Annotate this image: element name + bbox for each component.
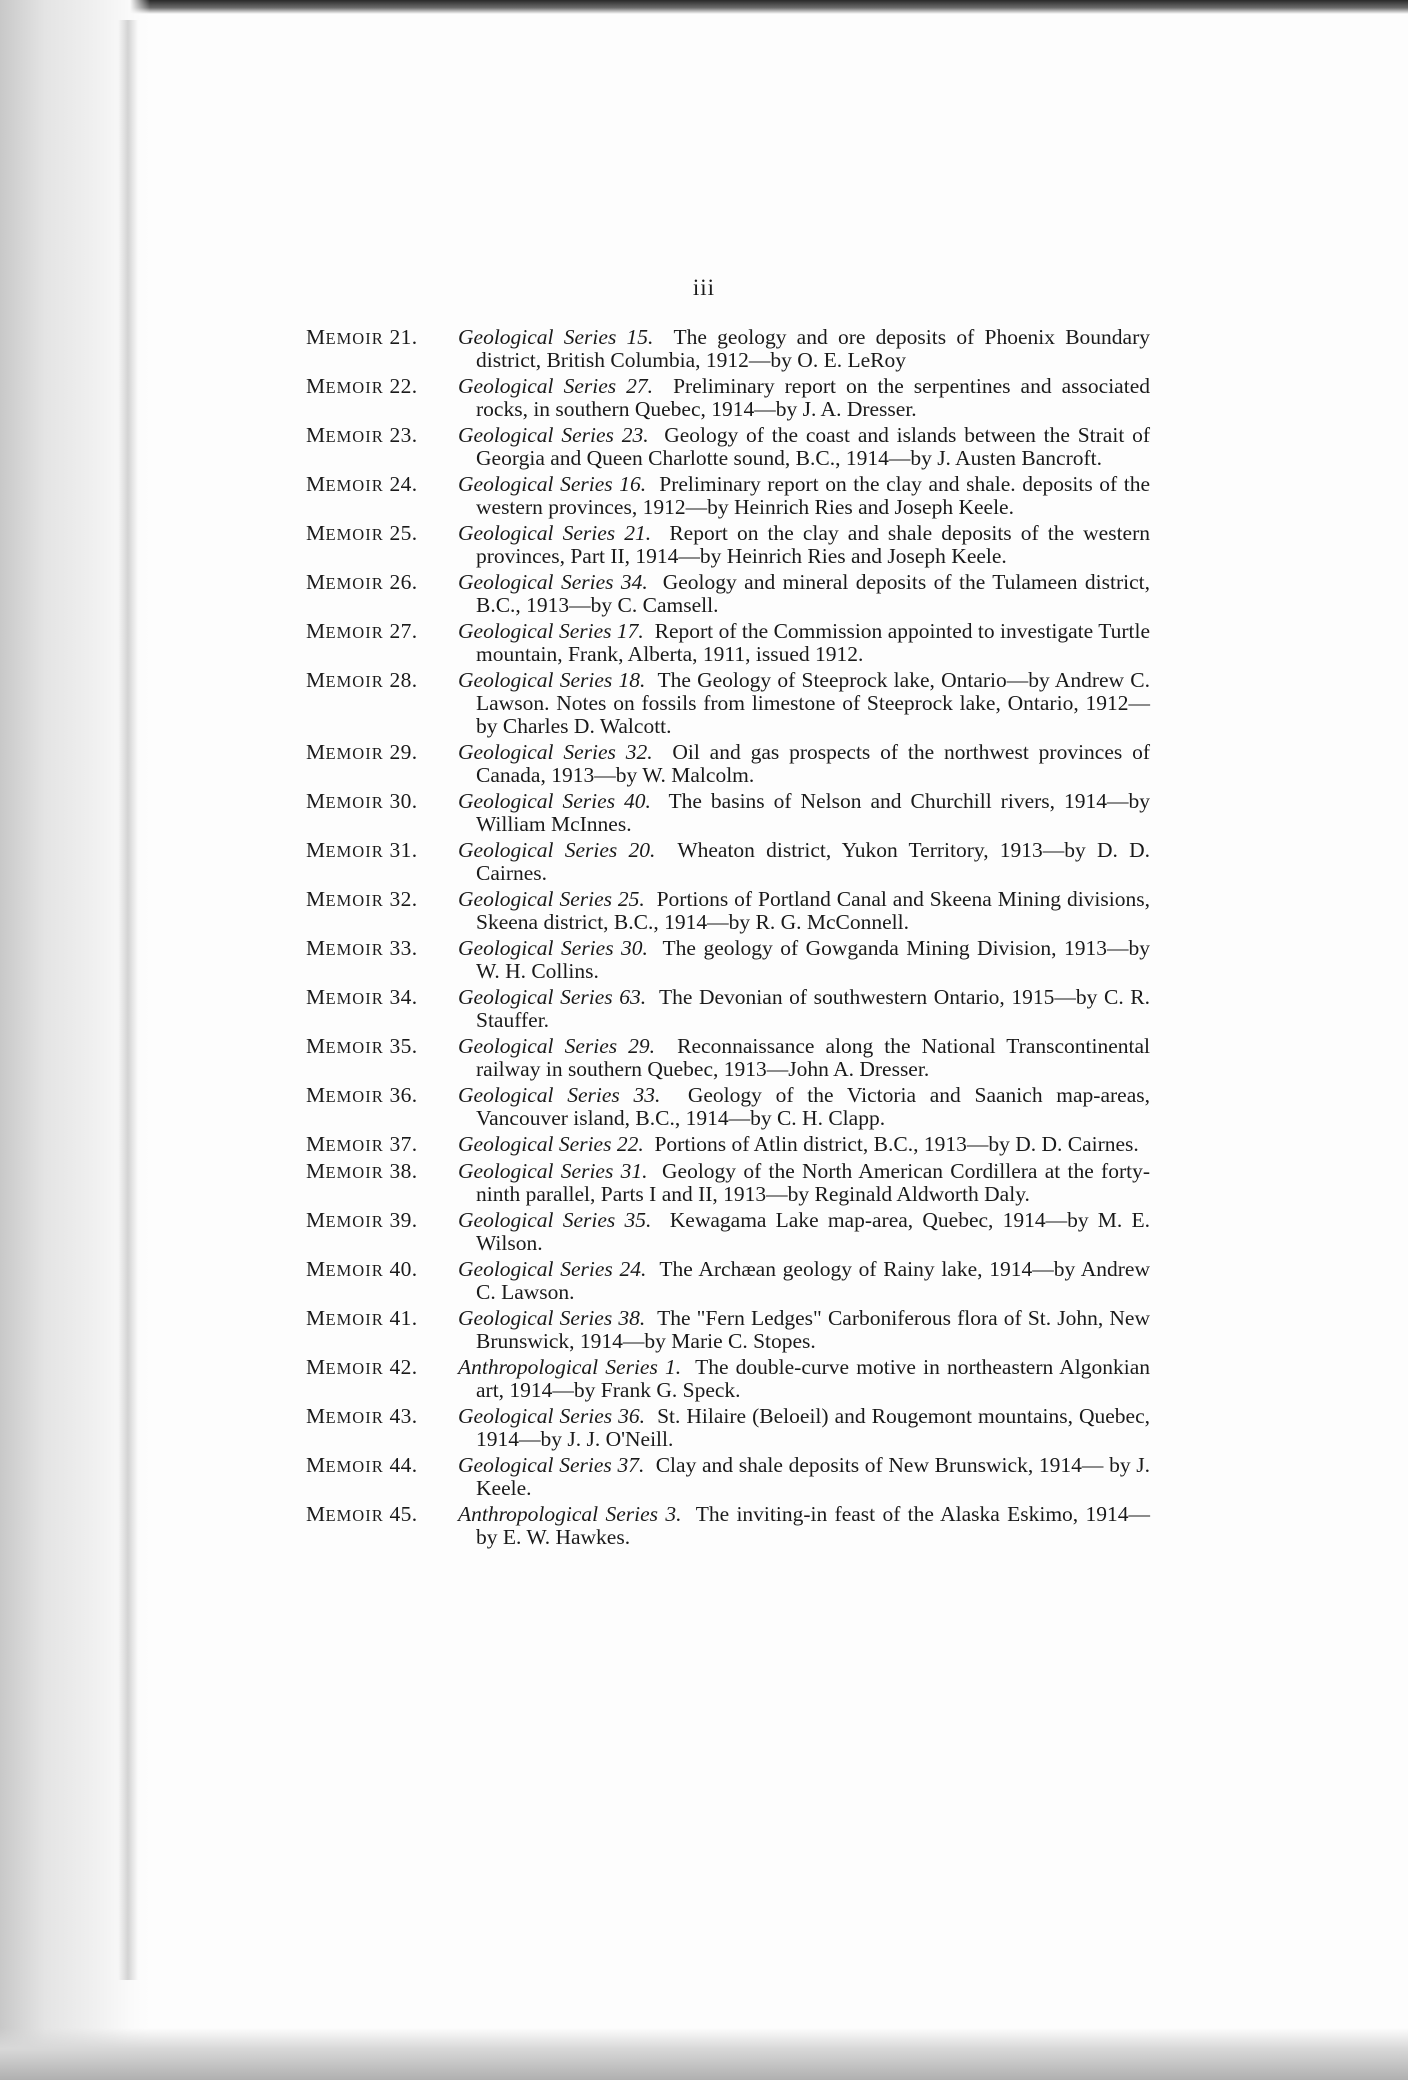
memoir-word: MEMOIR (306, 1159, 384, 1183)
memoir-description (458, 1255, 1150, 1304)
memoir-entry (306, 666, 1150, 738)
memoir-number: 35. (389, 1034, 418, 1058)
memoir-description (458, 885, 1150, 934)
memoir-number: 30. (389, 789, 418, 813)
memoir-entry (306, 1304, 1150, 1353)
memoir-title: The basins of Nelson and Churchill rivers, 1914—by William McInnes. (476, 789, 1150, 836)
memoir-number: 33. (389, 936, 418, 960)
memoir-label (306, 519, 458, 568)
memoir-entry (306, 1206, 1151, 1255)
memoir-title: Clay and shale deposits of New Brunswick, 1914— by J. Keele. (476, 1453, 1150, 1500)
series-reference: Geological Series 31. (458, 1159, 648, 1183)
memoir-word: MEMOIR (306, 1083, 384, 1107)
memoir-label (306, 617, 458, 666)
memoir-description (458, 738, 1150, 787)
memoir-entry (306, 1157, 1150, 1206)
memoir-word: MEMOIR (306, 472, 384, 496)
memoir-title: Oil and gas prospects of the northwest provinces of Canada, 1913—by W. Malcolm. (476, 740, 1151, 787)
memoir-title: The inviting-in feast of the Alaska Eskimo, 1914—by E. W. Hawkes. (476, 1502, 1150, 1549)
memoir-label (306, 1353, 458, 1402)
memoir-number: 23. (389, 423, 418, 447)
memoir-word: MEMOIR (306, 1132, 384, 1156)
memoir-entry (306, 787, 1150, 836)
memoir-label (306, 1206, 458, 1255)
memoir-word: MEMOIR (306, 668, 384, 692)
series-reference: Geological Series 18. (458, 668, 646, 692)
memoir-word: MEMOIR (306, 325, 384, 349)
memoir-title: Kewagama Lake map-area, Quebec, 1914—by M. E. Wilson. (476, 1208, 1151, 1255)
memoir-entry (306, 519, 1150, 568)
memoir-title: The Devonian of southwestern Ontario, 1915—by C. R. Stauffer. (476, 985, 1150, 1032)
memoir-description (458, 787, 1150, 836)
memoir-number: 36. (389, 1083, 418, 1107)
memoir-word: MEMOIR (306, 619, 384, 643)
memoir-number: 26. (389, 570, 418, 594)
memoir-label (306, 568, 458, 617)
memoir-entry (306, 323, 1150, 372)
memoir-label (306, 1304, 458, 1353)
memoir-title: Reconnaissance along the National Transcontinental railway in southern Quebec, 1913—John A. Dresser. (476, 1034, 1151, 1081)
memoir-entry (306, 470, 1150, 519)
memoir-description (458, 666, 1150, 738)
memoir-number: 24. (389, 472, 418, 496)
memoir-word: MEMOIR (306, 1502, 384, 1526)
memoir-title: St. Hilaire (Beloeil) and Rougemont mountains, Quebec, 1914—by J. J. O'Neill. (476, 1404, 1151, 1451)
top-edge-shadow (0, 0, 1408, 14)
memoir-entry (306, 1353, 1151, 1402)
memoir-title: Geology of the North American Cordillera at the forty-ninth parallel, Parts I and II, 1913—by Reginald Aldworth Daly. (476, 1159, 1150, 1206)
page-number: iii (692, 275, 716, 300)
memoir-word: MEMOIR (306, 423, 384, 447)
memoir-label (306, 983, 458, 1032)
memoir-title: Portions of Atlin district, B.C., 1913—by D. D. Cairnes. (654, 1132, 1139, 1156)
memoir-word: MEMOIR (306, 1453, 384, 1477)
series-reference: Geological Series 17. (458, 619, 644, 643)
memoir-number: 29. (389, 740, 418, 764)
memoir-label (306, 421, 458, 470)
series-reference: Geological Series 37. (458, 1453, 645, 1477)
memoir-word: MEMOIR (306, 740, 384, 764)
memoir-description (458, 1130, 1150, 1157)
memoir-description (458, 836, 1150, 885)
memoir-label (306, 1157, 458, 1206)
memoir-number: 40. (389, 1257, 418, 1281)
memoir-label (306, 470, 458, 519)
series-reference: Geological Series 34. (458, 570, 648, 594)
memoir-title: The geology of Gowganda Mining Division, 1913—by W. H. Collins. (476, 936, 1150, 983)
memoir-entry (306, 1032, 1151, 1081)
memoir-entry (306, 983, 1150, 1032)
series-reference: Anthropological Series 1. (458, 1355, 682, 1379)
memoir-entry (306, 617, 1151, 666)
series-reference: Geological Series 16. (458, 472, 647, 496)
memoir-word: MEMOIR (306, 1306, 384, 1330)
series-reference: Anthropological Series 3. (458, 1502, 682, 1526)
memoir-entry (306, 1081, 1150, 1130)
memoir-description (458, 1353, 1150, 1402)
memoir-label (306, 666, 458, 738)
memoir-title: The "Fern Ledges" Carboniferous flora of St. John, New Brunswick, 1914—by Marie C. Stopes. (476, 1306, 1150, 1353)
memoir-entry (306, 1500, 1150, 1549)
memoir-title: Report on the clay and shale deposits of the western provinces, Part II, 1914—by Heinrich Ries and Joseph Keele. (476, 521, 1150, 568)
memoir-word: MEMOIR (306, 1355, 384, 1379)
memoir-title: The geology and ore deposits of Phoenix Boundary district, British Columbia, 1912—by O. E. LeRoy (476, 325, 1150, 372)
series-reference: Geological Series 35. (458, 1208, 652, 1232)
memoir-entry (306, 372, 1150, 421)
series-reference: Geological Series 15. (458, 325, 654, 349)
memoir-number: 42. (389, 1355, 418, 1379)
memoir-number: 37. (389, 1132, 418, 1156)
memoir-word: MEMOIR (306, 985, 384, 1009)
memoir-number: 44. (389, 1453, 418, 1477)
memoir-label (306, 1081, 458, 1130)
memoir-entry (306, 934, 1150, 983)
memoir-title: Report of the Commission appointed to investigate Turtle mountain, Frank, Alberta, 1911, issued 1912. (476, 619, 1151, 666)
memoir-description (458, 568, 1150, 617)
bottom-edge-shadow (0, 2028, 1408, 2080)
memoir-label (306, 885, 458, 934)
memoir-list (306, 323, 1151, 1549)
memoir-label (306, 1255, 458, 1304)
series-reference: Geological Series 23. (458, 423, 649, 447)
series-reference: Geological Series 33. (458, 1083, 661, 1107)
memoir-label (306, 323, 458, 372)
memoir-number: 45. (389, 1502, 418, 1526)
series-reference: Geological Series 27. (458, 374, 654, 398)
memoir-title: Geology and mineral deposits of the Tulameen district, B.C., 1913—by C. Camsell. (476, 570, 1151, 617)
memoir-description (458, 1304, 1150, 1353)
series-reference: Geological Series 20. (458, 838, 656, 862)
memoir-word: MEMOIR (306, 1257, 384, 1281)
memoir-title: The Geology of Steeprock lake, Ontario—by Andrew C. Lawson. Notes on fossils from limestone of Steeprock lake, Ontario, 1912—by Charles D. Walcott. (476, 668, 1150, 738)
series-reference: Geological Series 40. (458, 789, 651, 813)
memoir-entry (306, 885, 1150, 934)
series-reference: Geological Series 63. (458, 985, 647, 1009)
memoir-number: 25. (389, 521, 418, 545)
memoir-word: MEMOIR (306, 936, 384, 960)
memoir-title: Wheaton district, Yukon Territory, 1913—by D. D. Cairnes. (476, 838, 1150, 885)
memoir-number: 31. (389, 838, 418, 862)
memoir-number: 43. (389, 1404, 418, 1428)
memoir-word: MEMOIR (306, 1034, 384, 1058)
memoir-description (458, 1206, 1150, 1255)
memoir-entry (306, 836, 1150, 885)
memoir-description (458, 1402, 1150, 1451)
memoir-entry (306, 568, 1151, 617)
memoir-word: MEMOIR (306, 374, 384, 398)
memoir-description (458, 617, 1150, 666)
memoir-label (306, 1130, 458, 1157)
memoir-word: MEMOIR (306, 570, 384, 594)
series-reference: Geological Series 36. (458, 1404, 646, 1428)
memoir-word: MEMOIR (306, 838, 384, 862)
memoir-label (306, 1402, 458, 1451)
series-reference: Geological Series 29. (458, 1034, 656, 1058)
memoir-description (458, 1157, 1150, 1206)
memoir-title: Preliminary report on the clay and shale. deposits of the western provinces, 1912—by Heinrich Ries and Joseph Keele. (476, 472, 1150, 519)
memoir-entry (306, 1451, 1150, 1500)
memoir-label (306, 738, 458, 787)
memoir-description (458, 421, 1150, 470)
memoir-label (306, 1032, 458, 1081)
memoir-title: Preliminary report on the serpentines and associated rocks, in southern Quebec, 1914—by J. A. Dresser. (476, 374, 1150, 421)
memoir-title: The Archæan geology of Rainy lake, 1914—by Andrew C. Lawson. (476, 1257, 1150, 1304)
memoir-description (458, 470, 1150, 519)
memoir-title: Portions of Portland Canal and Skeena Mining divisions, Skeena district, B.C., 1914—by R. G. McConnell. (476, 887, 1150, 934)
memoir-word: MEMOIR (306, 1208, 384, 1232)
memoir-word: MEMOIR (306, 1404, 384, 1428)
memoir-entry (306, 738, 1151, 787)
memoir-number: 27. (389, 619, 418, 643)
memoir-description (458, 1451, 1150, 1500)
series-reference: Geological Series 24. (458, 1257, 647, 1281)
memoir-number: 28. (389, 668, 418, 692)
memoir-label (306, 934, 458, 983)
memoir-label (306, 372, 458, 421)
series-reference: Geological Series 21. (458, 521, 652, 545)
memoir-number: 21. (389, 325, 418, 349)
series-reference: Geological Series 22. (458, 1132, 644, 1156)
memoir-number: 38. (389, 1159, 418, 1183)
series-reference: Geological Series 25. (458, 887, 645, 911)
memoir-number: 41. (389, 1306, 418, 1330)
memoir-number: 34. (389, 985, 418, 1009)
memoir-description (458, 519, 1150, 568)
memoir-title: Geology of the coast and islands between the Strait of Georgia and Queen Charlotte sound, B.C., 1914—by J. Austen Bancroft. (476, 423, 1151, 470)
memoir-label (306, 1451, 458, 1500)
memoir-number: 32. (389, 887, 418, 911)
memoir-label (306, 1500, 458, 1549)
memoir-description (458, 1500, 1150, 1549)
memoir-description (458, 323, 1150, 372)
memoir-label (306, 787, 458, 836)
memoir-word: MEMOIR (306, 789, 384, 813)
memoir-description (458, 1032, 1150, 1081)
memoir-description (458, 983, 1150, 1032)
memoir-number: 39. (389, 1208, 418, 1232)
series-reference: Geological Series 30. (458, 936, 648, 960)
memoir-word: MEMOIR (306, 521, 384, 545)
series-reference: Geological Series 38. (458, 1306, 646, 1330)
memoir-description (458, 372, 1150, 421)
memoir-entry (306, 1255, 1150, 1304)
memoir-label (306, 836, 458, 885)
memoir-entry (306, 1130, 1139, 1157)
memoir-title: The double-curve motive in northeastern Algonkian art, 1914—by Frank G. Speck. (476, 1355, 1151, 1402)
memoir-description (458, 934, 1150, 983)
memoir-word: MEMOIR (306, 887, 384, 911)
series-reference: Geological Series 32. (458, 740, 653, 764)
memoir-number: 22. (389, 374, 418, 398)
memoir-description (458, 1081, 1150, 1130)
memoir-entry (306, 421, 1151, 470)
binding-fold-line (118, 20, 138, 1980)
memoir-entry (306, 1402, 1151, 1451)
memoir-title: Geology of the Victoria and Saanich map-areas, Vancouver island, B.C., 1914—by C. H. Clapp. (476, 1083, 1150, 1130)
